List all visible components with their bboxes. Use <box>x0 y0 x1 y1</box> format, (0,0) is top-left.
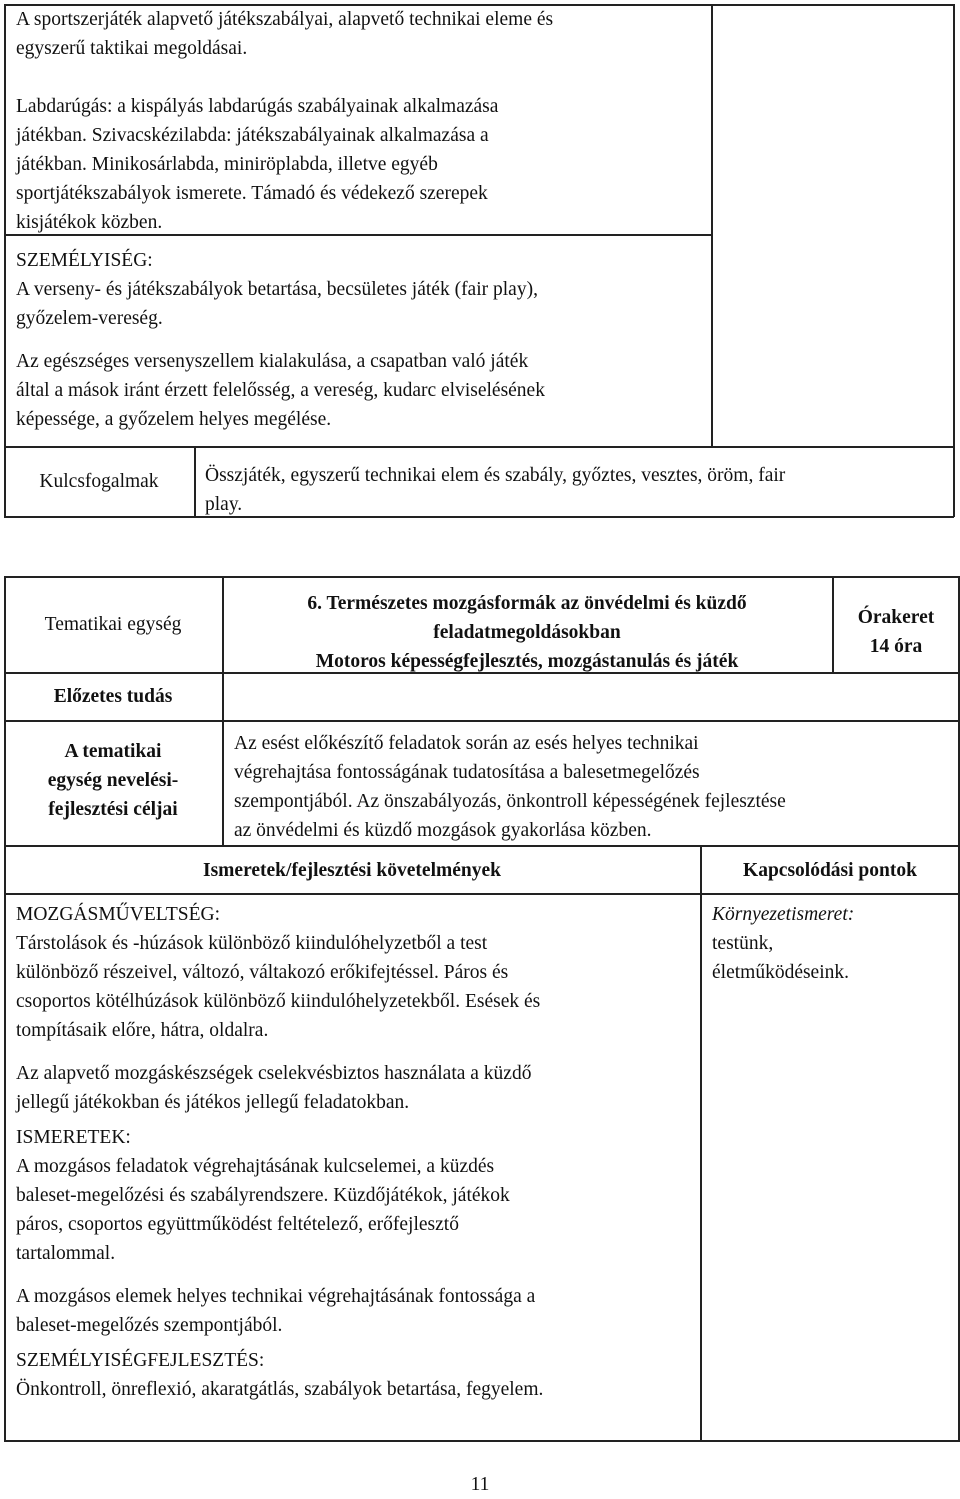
orakeret-value: 14 óra <box>869 636 923 657</box>
unit-title-line: 6. Természetes mozgásformák az önvédelmi és küzdő <box>307 593 747 614</box>
celjai-label-line: fejlesztési céljai <box>48 799 178 820</box>
top-table-border-right <box>953 4 955 517</box>
ismeretek-heading: ISMERETEK: <box>16 1127 131 1148</box>
kulcsfogalmak-content <box>205 461 950 519</box>
celjai-row-bottom <box>4 845 960 847</box>
content-line: Labdarúgás: a kispályás labdarúgás szabályainak alkalmazása <box>16 96 499 117</box>
ismeretek-line: páros, csoportos együttműködést feltételező, erőfejlesztő <box>16 1214 459 1235</box>
celjai-label-line: egység nevelési- <box>47 770 179 791</box>
celjai-label-line: A tematikai <box>64 741 162 762</box>
celjai-label <box>4 737 222 824</box>
tematikai-egyseg-label: Tematikai egység <box>44 614 182 635</box>
kulcsfogalmak-line: Összjáték, egyszerű technikai elem és szabály, győztes, vesztes, öröm, fair <box>205 465 786 486</box>
mozgas-line: különböző részeivel, változó, váltakozó erőkifejtéssel. Páros és <box>16 962 509 983</box>
orakeret-label: Órakeret <box>857 607 935 628</box>
ismeretek-header: Ismeretek/fejlesztési követelmények <box>203 860 501 881</box>
unit-title <box>222 589 832 676</box>
content-line: egyszerű taktikai megoldásai. <box>16 38 248 59</box>
unit-title-line: feladatmegoldásokban <box>433 622 621 643</box>
szemelyiseg-heading: SZEMÉLYISÉG: <box>16 250 153 271</box>
mozgas-line: csoportos kötélhúzások különböző kiindulóhelyzetekből. Esések és <box>16 991 541 1012</box>
kapcsolodasi-content <box>712 900 952 987</box>
mozgas-line: Az alapvető mozgáskészségek cselekvésbiztos használata a küzdő <box>16 1063 532 1084</box>
ismeretek-line: tartalommal. <box>16 1243 116 1264</box>
mozgas-line: tompításaik előre, hátra, oldalra. <box>16 1020 269 1041</box>
top-table-inner-divider <box>711 4 713 446</box>
kulcsfogalmak-divider <box>194 446 196 517</box>
elozetes-tudas-label: Előzetes tudás <box>53 686 173 707</box>
szemelyiseg-line: Az egészséges versenyszellem kialakulása, a csapatban való játék <box>16 351 529 372</box>
content-line: játékban. Szivacskézilabda: játékszabályainak alkalmazása a <box>16 125 489 146</box>
kapcs-line: életműködéseink. <box>712 962 850 983</box>
unit-table-border-top <box>4 576 960 578</box>
celjai-line: végrehajtása fontosságának tudatosítása a balesetmegelőzés <box>234 762 700 783</box>
unit-table-border-bottom <box>4 1440 960 1442</box>
page-number: 11 <box>470 1474 490 1495</box>
szemelyisegfejlesztes-line: Önkontroll, önreflexió, akaratgátlás, szabályok betartása, fegyelem. <box>16 1379 544 1400</box>
kapcs-line: testünk, <box>712 933 774 954</box>
ismeretek-line: A mozgásos elemek helyes technikai végrehajtásának fontossága a <box>16 1286 536 1307</box>
celjai-line: Az esést előkészítő feladatok során az esés helyes technikai <box>234 733 699 754</box>
ismeretek-content <box>16 900 696 1404</box>
mozgasmuveltseg-heading: MOZGÁSMŰVELTSÉG: <box>16 904 221 925</box>
mozgas-line: jellegű játékokban és játékos jellegű feladatokban. <box>16 1092 410 1113</box>
kulcsfogalmak-label: Kulcsfogalmak <box>39 471 159 492</box>
unit-title-line: Motoros képességfejlesztés, mozgástanulás és játék <box>315 651 739 672</box>
content-line: sportjátékszabályok ismerete. Támadó és védekező szerepek <box>16 183 488 204</box>
szemelyiseg-line: által a mások iránt érzett felelősség, a vereség, kudarc elviselésének <box>16 380 545 401</box>
header-row-bottom <box>4 893 960 895</box>
szemelyiseg-line: győzelem-vereség. <box>16 308 163 329</box>
content-line: A sportszerjáték alapvető játékszabályai, alapvető technikai eleme és <box>16 9 554 30</box>
celjai-line: szempontjából. Az önszabályozás, önkontroll képességének fejlesztése <box>234 791 786 812</box>
kapcsolodasi-header: Kapcsolódási pontok <box>743 860 917 881</box>
content-block <box>16 5 706 237</box>
szemelyiseg-line: A verseny- és játékszabályok betartása, becsületes játék (fair play), <box>16 279 538 300</box>
elozetes-row-bottom <box>4 720 960 722</box>
celjai-content <box>234 729 954 845</box>
szemelyiseg-line: képessége, a győzelem helyes megélése. <box>16 409 332 430</box>
orakeret-cell <box>834 603 958 661</box>
szemelyiseg-block <box>16 246 706 434</box>
ismeretek-line: baleset-megelőzés szempontjából. <box>16 1315 283 1336</box>
ismeretek-kapcs-divider <box>700 845 702 1442</box>
content-line: játékban. Minikosárlabda, miniröplabda, illetve egyéb <box>16 154 438 175</box>
content-line: kisjátékok közben. <box>16 212 163 233</box>
top-table-border-left <box>4 4 6 517</box>
szemelyisegfejlesztes-heading: SZEMÉLYISÉGFEJLESZTÉS: <box>16 1350 265 1371</box>
unit-table-border-right <box>958 576 960 1442</box>
celjai-line: az önvédelmi és küzdő mozgások gyakorlása közben. <box>234 820 652 841</box>
kulcsfogalmak-line: play. <box>205 494 243 515</box>
kulcsfogalmak-top-border <box>4 446 954 448</box>
kapcs-subject: Környezetismeret: <box>712 904 855 925</box>
ismeretek-line: baleset-megelőzési és szabályrendszere. Küzdőjátékok, játékok <box>16 1185 510 1206</box>
ismeretek-line: A mozgásos feladatok végrehajtásának kulcselemei, a küzdés <box>16 1156 495 1177</box>
mozgas-line: Társtolások és -húzások különböző kiindulóhelyzetből a test <box>16 933 488 954</box>
